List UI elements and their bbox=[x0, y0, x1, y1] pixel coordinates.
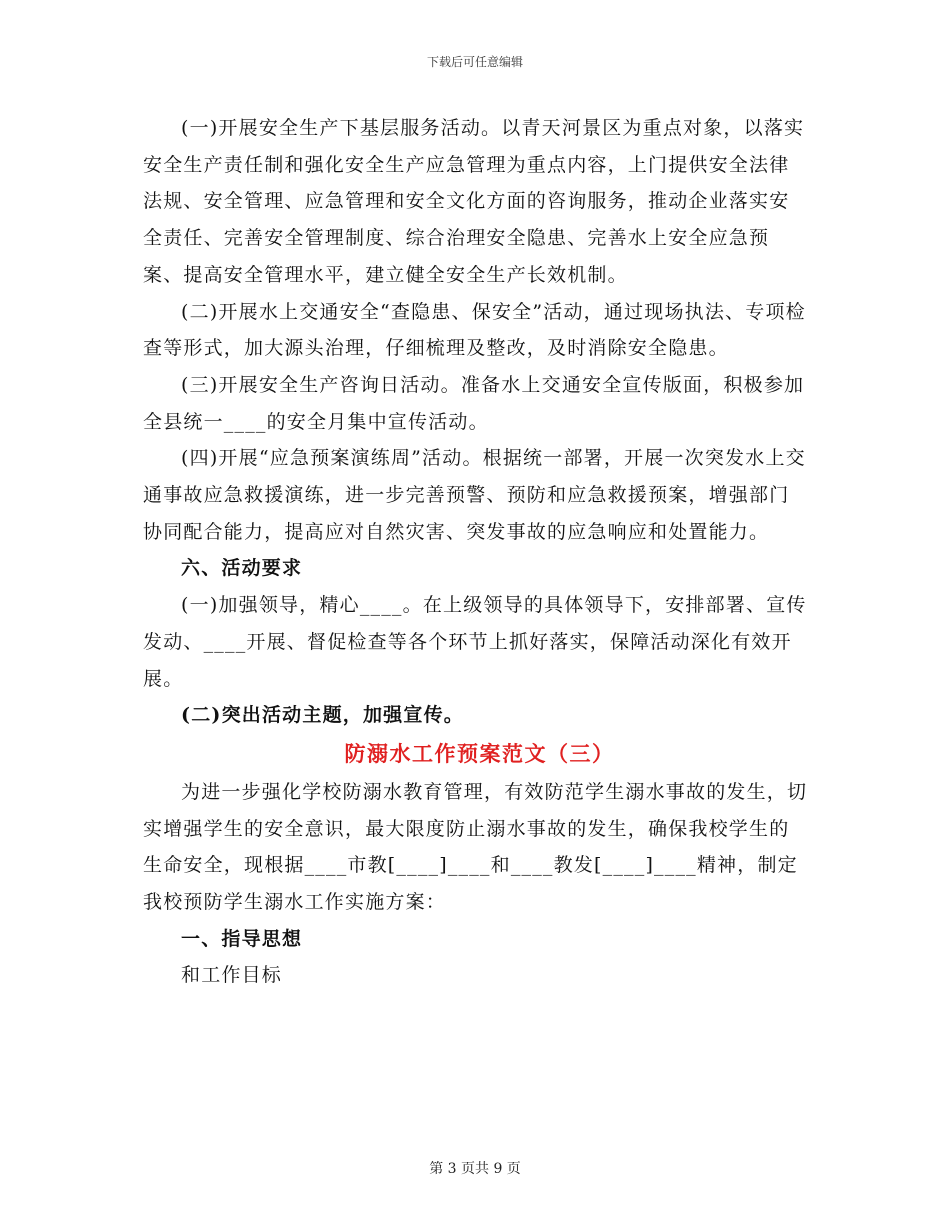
document-body bbox=[143, 110, 808, 994]
page-number: 第 3 页共 9 页 bbox=[429, 1161, 521, 1177]
paragraph-activity-2: (二)开展水上交通安全“查隐患、保安全”活动，通过现场执法、专项检查等形式，加大源头治理，仔细梳理及整改，及时消除安全隐患。 bbox=[143, 300, 806, 360]
section-heading-guiding-thought: 一、指导思想 bbox=[181, 927, 303, 950]
paragraph-requirement-2: (二)突出活动主题，加强宣传。 bbox=[181, 704, 464, 727]
paragraph-goal: 和工作目标 bbox=[181, 964, 283, 987]
document-title: 防溺水工作预案范文（三） bbox=[344, 740, 615, 766]
page-header-note: 下载后可任意编辑 bbox=[426, 55, 523, 69]
paragraph-activity-3: (三)开展安全生产咨询日活动。准备水上交通安全宣传版面，积极参加全县统一____的安全月集中宣传活动。 bbox=[143, 373, 805, 433]
paragraph-requirement-1: (一)加强领导，精心____。在上级领导的具体领导下，安排部署、宣传发动、____开展、督促检查等各个环节上抓好落实，保障活动深化有效开展。 bbox=[143, 594, 807, 690]
paragraph-activity-4: (四)开展“应急预案演练周”活动。根据统一部署，开展一次突发水上交通事故应急救援演练，进一步完善预警、预防和应急救援预案，增强部门协同配合能力，提高应对自然灾害、突发事故的应急响应和处置能力。 bbox=[143, 447, 806, 543]
section-heading-requirements: 六、活动要求 bbox=[181, 557, 303, 580]
paragraph-intro: 为进一步强化学校防溺水教育管理，有效防范学生溺水事故的发生，切实增强学生的安全意识，最大限度防止溺水事故的发生，确保我校学生的生命安全，现根据____市教[____]____和____教发[____]____精神，制定我校预防学生溺水工作实施方案： bbox=[143, 780, 808, 914]
paragraph-activity-1: (一)开展安全生产下基层服务活动。以青天河景区为重点对象，以落实安全生产责任制和强化安全生产应急管理为重点内容，上门提供安全法律法规、安全管理、应急管理和安全文化方面的咨询服务，推动企业落实安全责任、完善安全管理制度、综合治理安全隐患、完善水上安全应急预案、提高安全管理水平，建立健全安全生产长效机制。 bbox=[143, 117, 805, 286]
